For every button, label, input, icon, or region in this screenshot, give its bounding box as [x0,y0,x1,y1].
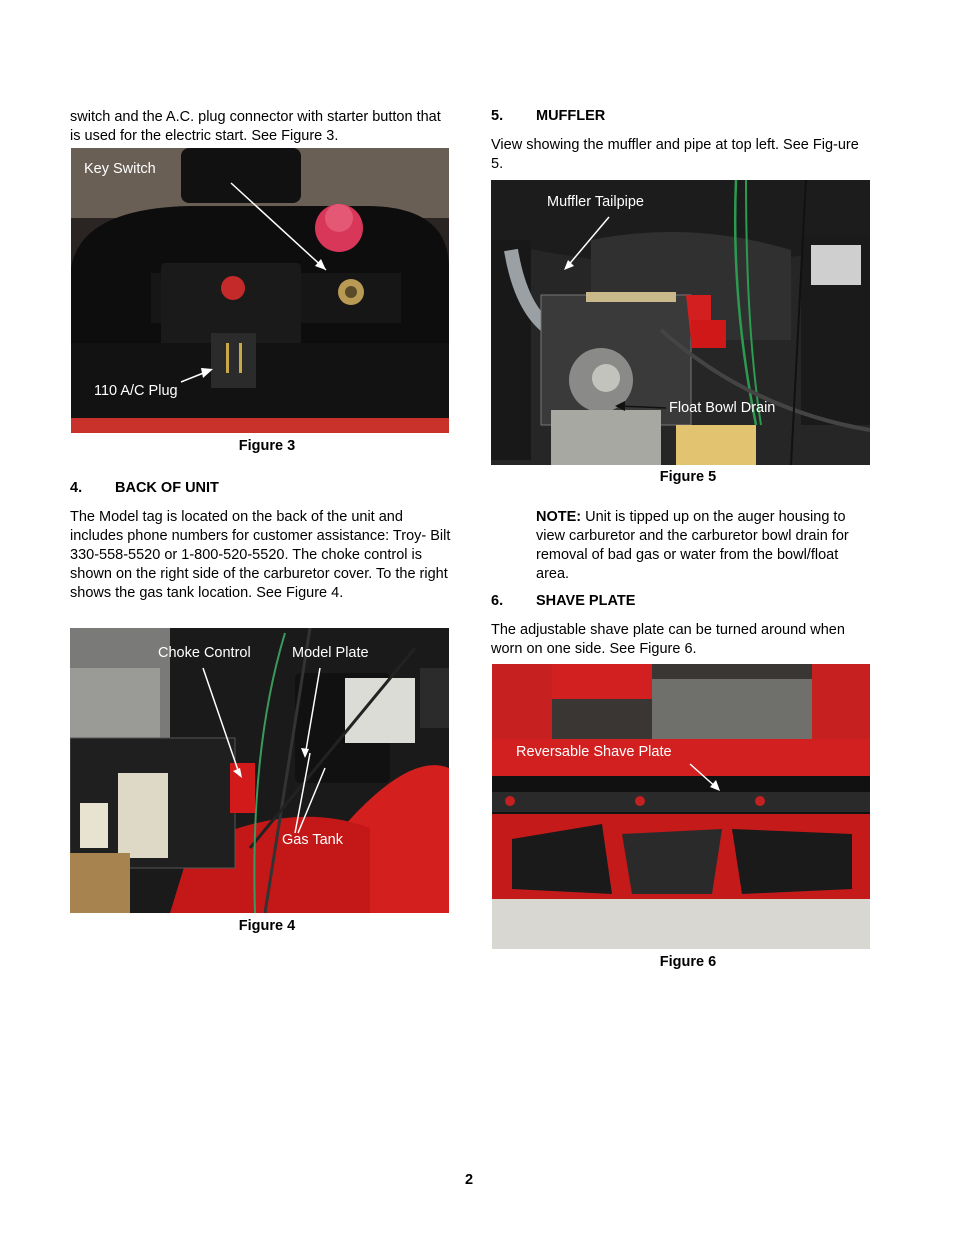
section-4-heading: 4. BACK OF UNIT [70,480,219,496]
figure-6-caption: Figure 6 [659,954,717,970]
section-5-heading: 5. MUFFLER [491,108,606,124]
page-number: 2 [465,1172,474,1188]
section-4-body: The Model tag is located on the back of the unit and includes phone numbers for customer assistance: Troy- Bilt 330-558-5520 or 1-800-520-5520. The choke control is shown on the right side of the carburetor cover. To the right shows the gas tank location. See Figure 4. [70,509,451,601]
label-gas-tank: Gas Tank [282,832,343,848]
figure-6-photo [492,664,870,949]
label-model-plate: Model Plate [292,645,369,661]
figure-3-caption: Figure 3 [238,438,296,454]
figure-4-caption: Figure 4 [238,918,296,934]
label-choke-control: Choke Control [158,645,251,661]
figure-5-caption: Figure 5 [659,469,717,485]
intro-paragraph: switch and the A.C. plug connector with starter button that is used for the electric start. See Figure 3. [70,109,441,144]
label-110-ac-plug: 110 A/C Plug [94,383,178,399]
figure-4-photo [70,628,449,913]
section-6-body: The adjustable shave plate can be turned around when worn on one side. See Figure 6. [491,622,845,657]
figure-5-photo [491,180,870,465]
figure-3-photo [71,148,449,433]
section-5-body: View showing the muffler and pipe at top left. See Fig-ure 5. [491,137,859,172]
note-paragraph: NOTE: Unit is tipped up on the auger housing to view carburetor and the carburetor bowl drain for removal of bad gas or water from the bowl/float area. [536,509,849,582]
label-float-bowl-drain: Float Bowl Drain [669,400,776,416]
label-reversable-shave-plate: Reversable Shave Plate [516,744,672,760]
section-6-heading: 6. SHAVE PLATE [491,593,636,609]
label-muffler-tailpipe: Muffler Tailpipe [547,194,644,210]
label-key-switch: Key Switch [84,161,156,177]
